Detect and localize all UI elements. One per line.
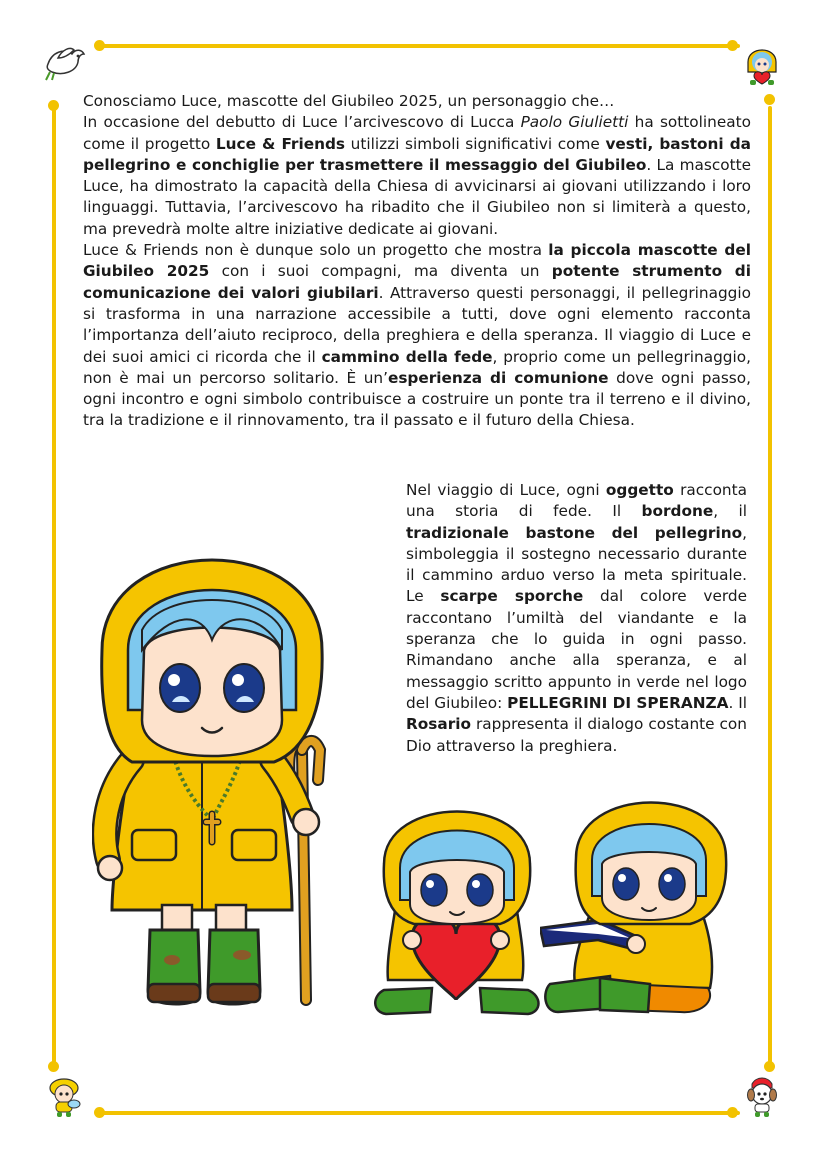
bold-text: bordone [641, 502, 714, 521]
side-text [406, 480, 747, 757]
frame-dot [764, 1061, 775, 1072]
text: . Il [728, 693, 747, 712]
dog-mascot-icon [742, 1074, 782, 1118]
intro-paragraph-2 [83, 240, 751, 432]
frame-dot [764, 94, 775, 105]
text: utilizzi simboli significativi come [345, 134, 606, 153]
bee-mascot-icon [44, 1074, 84, 1118]
bold-text: potente strumento di comunicazione dei valori giubilari [83, 262, 751, 302]
text: con i suoi compagni, ma diventa un [209, 262, 552, 281]
text: dove ogni passo, ogni incontro e ogni simbolo contribuisce a costruire un ponte tra il terreno e il divino, tra la tradizione e il rinnovamento, tra il passato e il futuro della Chiesa. [83, 368, 751, 430]
bold-text: Rosario [406, 715, 472, 734]
intro-paragraph-1 [83, 112, 751, 240]
bold-text: vesti, bastoni da pellegrino e conchiglie per trasmettere il messaggio del Giubileo [83, 134, 751, 174]
intro-line: Conosciamo Luce, mascotte del Giubileo 2025, un personaggio che… [83, 92, 615, 110]
text: racconta una storia di fede. Il [406, 481, 747, 521]
text: ha sottolineato come il progetto [83, 113, 751, 153]
bold-text: scarpe sporche [440, 587, 584, 606]
text: In occasione del debutto di Luce l’arcivescovo di Lucca [83, 113, 521, 132]
archbishop-name: Paolo Giulietti [520, 113, 629, 132]
luce-heart-illustration [372, 800, 542, 1020]
bold-text: cammino della fede [321, 347, 493, 366]
text: Nel viaggio di Luce, ogni [406, 481, 606, 499]
frame-dot [727, 40, 738, 51]
frame-left [52, 106, 56, 1068]
text: Luce & Friends non è dunque solo un progetto che mostra [83, 241, 549, 260]
frame-dot [48, 100, 59, 111]
bold-text: esperienza di comunione [387, 368, 609, 387]
luce-pilgrim-illustration [92, 500, 352, 1020]
bold-text: la piccola mascotte del Giubileo 2025 [83, 241, 751, 281]
text: . La mascotte Luce, ha dimostrato la capacità della Chiesa di avvicinarsi ai giovani utilizzando i loro linguaggi. Tuttavia, l’arcivescovo ha ribadito che il Giubileo non si limiterà a questo, ma prevedrà molte altre iniziative dedicate ai giovani. [83, 155, 751, 238]
text: , simboleggia il sostegno necessario durante il cammino arduo verso la meta spirituale. Le [406, 523, 747, 606]
frame-top [100, 44, 740, 48]
side-paragraph [406, 480, 747, 757]
bold-text: tradizionale bastone del pellegrino [406, 523, 743, 542]
text: , proprio come un pellegrinaggio, non è mai un percorso solitario. È un’ [83, 347, 751, 387]
bold-text: Luce & Friends [215, 134, 346, 153]
dove-icon [42, 42, 88, 82]
text: . Attraverso questi personaggi, il pellegrinaggio si trasforma in una narrazione accessibile a tutti, dove ogni elemento racconta l’importanza dell’aiuto reciproco, della preghiera e della speranza. Il viaggio di Luce e dei suoi amici ci ricorda che il [83, 283, 751, 366]
frame-dot [48, 1061, 59, 1072]
bold-text: PELLEGRINI DI SPERANZA [507, 693, 729, 712]
frame-bottom [100, 1111, 740, 1115]
intro-text [83, 91, 751, 432]
frame-dot [94, 40, 105, 51]
frame-right [768, 106, 772, 1068]
luce-heart-mini-icon [744, 40, 780, 86]
frame-dot [727, 1107, 738, 1118]
bold-text: oggetto [605, 481, 674, 499]
text: , il [713, 502, 747, 521]
luce-reading-illustration [540, 788, 740, 1020]
text: rappresenta il dialogo costante con Dio attraverso la preghiera. [406, 715, 747, 755]
frame-dot [94, 1107, 105, 1118]
text: dal colore verde raccontano l’umiltà del viandante e la speranza che lo guida in ogni passo. Rimandano anche alla speranza, e al messaggio scritto appunto in verde nel logo del Giubileo: [406, 587, 747, 712]
